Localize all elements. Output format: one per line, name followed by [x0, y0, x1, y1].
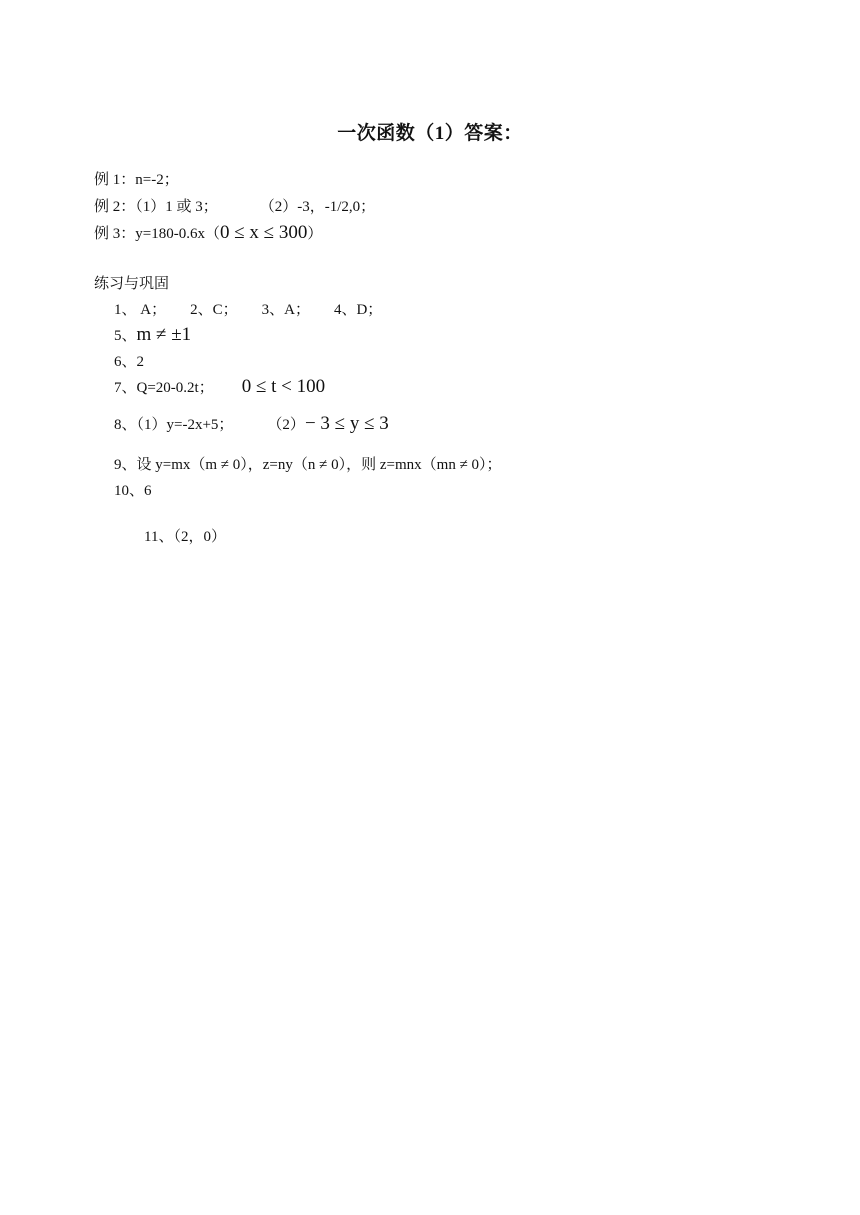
answer-5-label: 5、 [114, 328, 137, 344]
answer-1: 1、 A； [114, 302, 167, 318]
answer-6: 6、2 [114, 354, 145, 370]
example-2-part-1: 例 2：（1）1 或 3； [94, 199, 218, 215]
example-3-text: 例 3：y=180-0.6x（ [94, 226, 220, 242]
answer-8 [114, 414, 389, 435]
example-1 [94, 170, 179, 190]
answer-9: 9、设 y=mx（m ≠ 0），z=ny（n ≠ 0），则 z=mnx（mn ≠ 0）； [114, 457, 502, 473]
example-1-text: 例 1：n=-2； [94, 172, 179, 188]
answer-3: 3、A； [261, 302, 310, 318]
answer-5-math: m ≠ ±1 [136, 324, 192, 345]
practice-heading: 练习与巩固 [94, 276, 170, 292]
answer-7-math: 0 ≤ t < 100 [241, 376, 326, 397]
answers-1-to-4 [114, 300, 382, 320]
answer-5 [114, 325, 191, 346]
answer-11: 11、（2，0） [144, 529, 226, 545]
answer-8-part-1: 8、（1）y=-2x+5； [114, 417, 234, 433]
example-3-close: ） [307, 226, 323, 242]
answer-10: 10、6 [114, 483, 152, 499]
page-title: 一次函数（1）答案： [337, 123, 523, 144]
answer-7 [114, 377, 325, 398]
example-2 [94, 197, 375, 217]
answer-2: 2、C； [190, 302, 238, 318]
answer-4: 4、D； [333, 302, 383, 318]
answer-7-text: 7、Q=20-0.2t； [114, 380, 214, 396]
answer-8-part-2-math: − 3 ≤ y ≤ 3 [304, 413, 389, 434]
example-2-part-2: （2）-3，-1/2,0； [259, 199, 376, 215]
example-3-inequality: 0 ≤ x ≤ 300 [219, 222, 308, 243]
answer-8-part-2-label: （2） [267, 417, 305, 433]
example-3 [94, 223, 322, 244]
